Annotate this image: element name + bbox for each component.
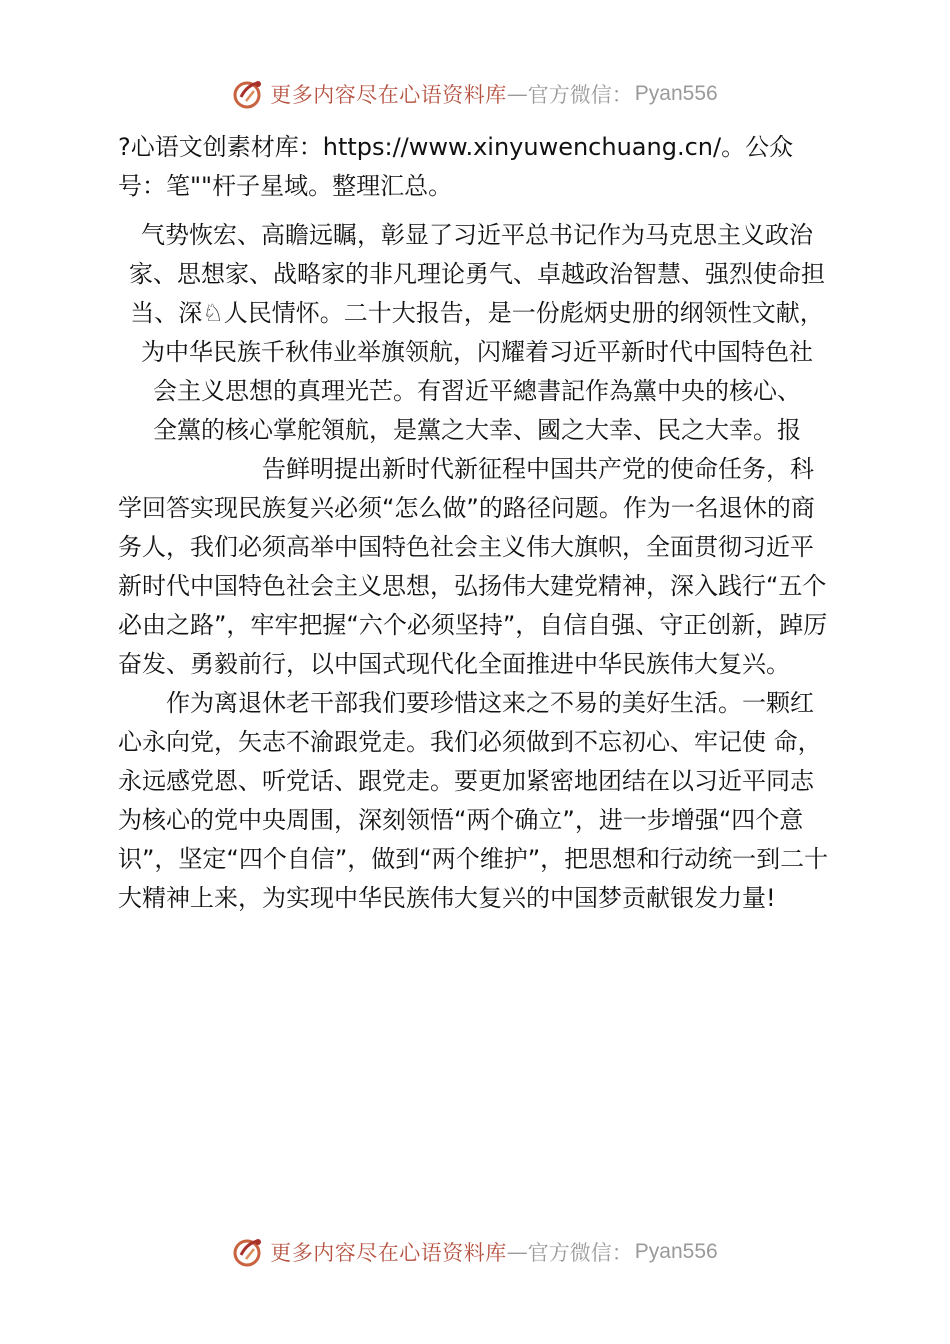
banner-brand-text: 更多内容尽在心语资料库 [270, 83, 507, 107]
paragraph-1-line: 气势恢宏、高瞻远瞩，彰显了习近平总书记作为马克思主义政治 [141, 221, 813, 249]
banner-brand-text: 更多内容尽在心语资料库 [270, 1241, 507, 1265]
banner-wechat-id: Pyan556 [634, 1240, 718, 1263]
paragraph-1-continued: 告鲜明提出新时代新征程中国共产党的使命任务，科学回答实现民族复兴必须“怎么做”的路径问题。作为一名退休的商务人，我们必须高举中国特色社会主义伟大旗帜，全面贯彻习近平新时代中国特色社会主义思想，弘扬伟大建党精神，深入践行“五个必由之路”，牢牢把握“六个必须坚持”，自信自强、守正创新，踔厉奋发、勇毅前行，以中国式现代化全面推进中华民族伟大复兴。 [118, 455, 828, 678]
paragraph-1-line: 全黨的核心掌舵領航，是黨之大幸、國之大幸、民之大幸。报 [153, 416, 801, 444]
paragraph-1-line: 为中华民族千秋伟业举旗领航，闪耀着习近平新时代中国特色社 [141, 338, 813, 366]
logo-icon [232, 77, 266, 111]
header-banner [0, 72, 950, 116]
banner-wechat-label: 官方微信： [527, 1241, 633, 1265]
paragraph-1-line: 家、思想家、战略家的非凡理论勇气、卓越政治智慧、强烈使命担 [129, 260, 825, 288]
banner-wechat-label: 官方微信： [527, 83, 633, 107]
document-body [118, 128, 836, 918]
paragraph-2: 作为离退休老干部我们要珍惜这来之不易的美好生活。一颗红心永向党，矢志不渝跟党走。我们必须做到不忘初心、牢记使 命，永远感党恩、听党话、跟党走。要更加紧密地团结在以习近平同志为核心的党中央周围，深刻领悟“两个确立”，进一步增强“四个意识”，坚定“四个自信”，做到“两个维护”，把思想和行动统一到二十大精神上来，为实现中华民族伟大复兴的中国梦贡献银发力量! [118, 689, 829, 912]
paragraph-1 [118, 216, 836, 450]
footer-banner [0, 1230, 950, 1274]
source-line: ?心语文创素材库：https://www.xinyuwenchuang.cn/。公众号：笔""杆子星域。整理汇总。 [118, 133, 794, 200]
banner-wechat-id: Pyan556 [634, 82, 718, 105]
paragraph-1-line: 当、深♘人民情怀。二十大报告，是一份彪炳史册的纲领性文献， [130, 299, 824, 327]
paragraph-1-line: 会主义思想的真理光芒。有習近平總書記作為黨中央的核心、 [153, 377, 801, 405]
banner-dash: — [506, 82, 528, 106]
banner-dash: — [506, 1240, 528, 1264]
logo-icon [232, 1235, 266, 1269]
